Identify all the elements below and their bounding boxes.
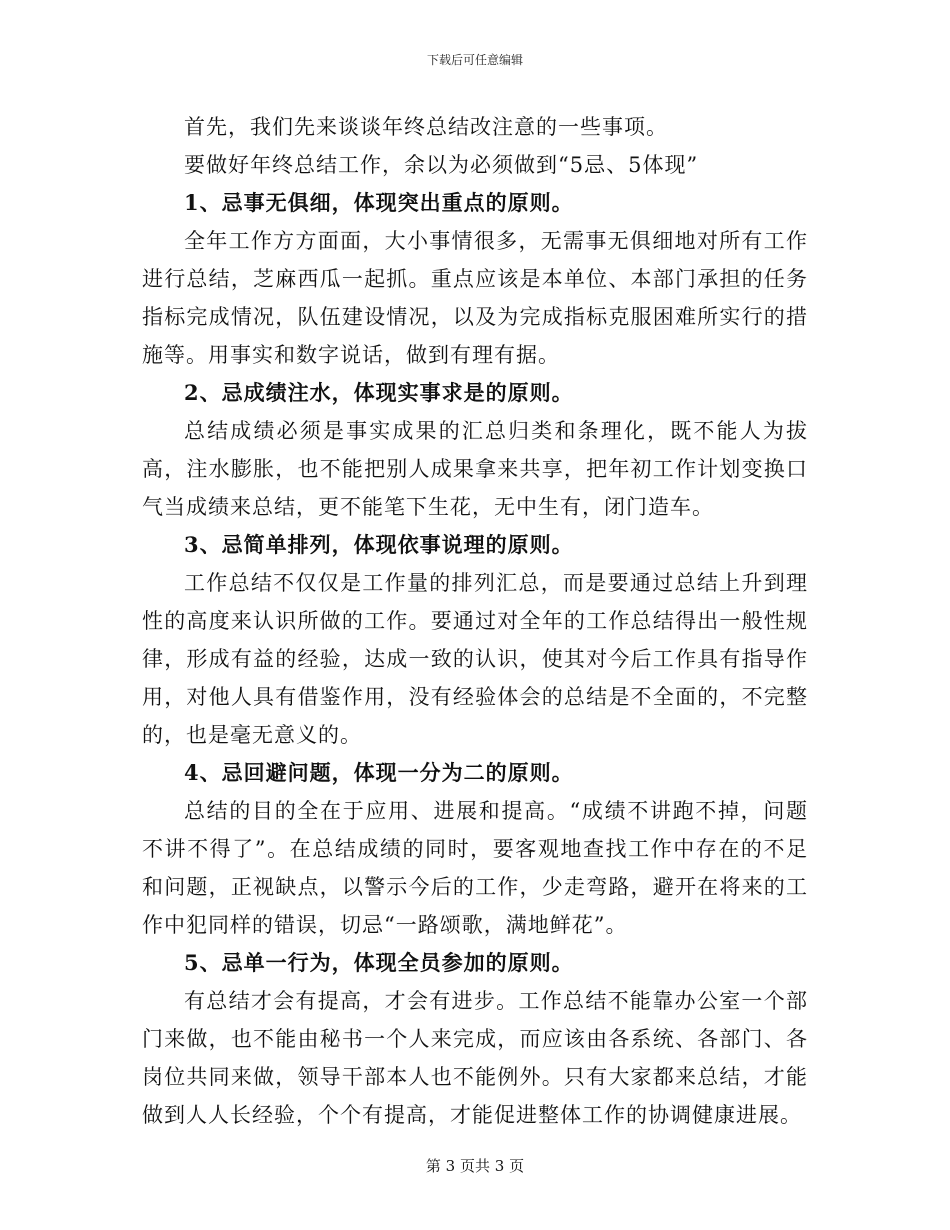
paragraph: 首先，我们先来谈谈年终总结改注意的一些事项。 xyxy=(184,115,668,139)
document-body xyxy=(142,108,808,1134)
paragraph: 总结成绩必须是事实成果的汇总归类和条理化，既不能人为拔高，注水膨胀，也不能把别人成果拿来共享，把年初工作计划变换口气当成绩来总结，更不能笔下生花，无中生有，闭门造车。 xyxy=(142,419,808,519)
section-heading: 2、忌成绩注水，体现实事求是的原则。 xyxy=(184,380,574,405)
paragraph: 总结的目的全在于应用、进展和提高。“成绩不讲跑不掉，问题不讲不得了”。在总结成绩的同时，要客观地查找工作中存在的不足和问题，正视缺点，以警示今后的工作，少走弯路，避开在将来的工作中犯同样的错误，切忌“一路颂歌，满地鲜花”。 xyxy=(142,799,808,937)
paragraph: 要做好年终总结工作，余以为必须做到“5忌、5体现” xyxy=(184,153,699,177)
paragraph: 有总结才会有提高，才会有进步。工作总结不能靠办公室一个部门来做，也不能由秘书一个人来完成，而应该由各系统、各部门、各岗位共同来做，领导干部本人也不能例外。只有大家都来总结，才能做到人人长经验，个个有提高，才能促进整体工作的协调健康进展。 xyxy=(142,989,808,1127)
page-header: 下载后可任意编辑 xyxy=(426,53,523,67)
paragraph: 工作总结不仅仅是工作量的排列汇总，而是要通过总结上升到理性的高度来认识所做的工作。要通过对全年的工作总结得出一般性规律，形成有益的经验，达成一致的认识，使其对今后工作具有指导作用，对他人具有借鉴作用，没有经验体会的总结是不全面的，不完整的，也是毫无意义的。 xyxy=(142,571,808,747)
section-heading: 1、忌事无俱细，体现突出重点的原则。 xyxy=(184,190,574,215)
page-number: 第 3 页共 3 页 xyxy=(425,1157,525,1175)
section-heading: 3、忌简单排列，体现依事说理的原则。 xyxy=(184,532,574,557)
paragraph: 全年工作方方面面，大小事情很多，无需事无俱细地对所有工作进行总结，芝麻西瓜一起抓。重点应该是本单位、本部门承担的任务指标完成情况，队伍建设情况，以及为完成指标克服困难所实行的措施等。用事实和数字说话，做到有理有据。 xyxy=(142,229,808,367)
section-heading: 4、忌回避问题，体现一分为二的原则。 xyxy=(184,760,574,785)
section-heading: 5、忌单一行为，体现全员参加的原则。 xyxy=(184,950,574,975)
